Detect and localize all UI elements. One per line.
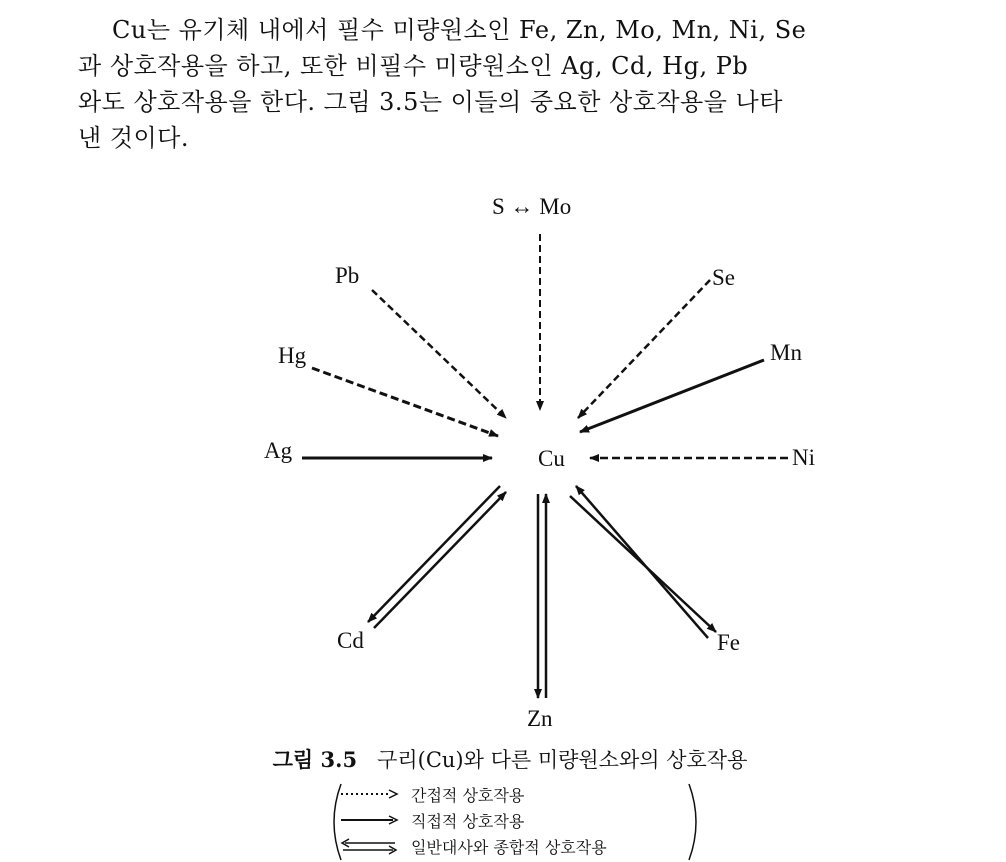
- node-ni: Ni: [792, 445, 815, 470]
- legend-right-bracket: [687, 782, 705, 862]
- node-zn: Zn: [527, 706, 553, 731]
- solid-arrow-icon: [339, 810, 399, 830]
- legend-label-indirect: 간접적 상호작용: [411, 785, 525, 805]
- paragraph-line: Cu는 유기체 내에서 필수 미량원소인 Fe, Zn, Mo, Mn, Ni, Se: [112, 16, 807, 44]
- legend-label-direct: 직접적 상호작용: [411, 811, 525, 831]
- figure-number: 그림 3.5: [272, 747, 358, 772]
- node-cu: Cu: [538, 446, 565, 471]
- legend: [325, 782, 705, 862]
- arrow-se-cu: [578, 280, 710, 418]
- double-arrow-icon: [339, 836, 399, 856]
- arrow-mn-cu: [580, 360, 764, 432]
- arrow-hg-cu: [312, 368, 498, 436]
- legend-item-metabolic: [339, 834, 607, 858]
- legend-label-metabolic: 일반대사와 종합적 상호작용: [411, 837, 607, 857]
- paragraph-line: 와도 상호작용을 한다. 그림 3.5는 이들의 중요한 상호작용을 나타: [78, 88, 783, 116]
- figure-caption: [200, 744, 820, 774]
- node-cd: Cd: [337, 628, 364, 653]
- legend-item-direct: [339, 808, 524, 832]
- paragraph-line: 낸 것이다.: [78, 124, 189, 152]
- node-fe: Fe: [717, 630, 740, 655]
- node-hg: Hg: [278, 343, 307, 368]
- legend-item-indirect: [339, 782, 524, 806]
- node-s-mo: S ↔ Mo: [492, 194, 572, 219]
- arrow-cd-cu: [374, 492, 506, 628]
- paragraph-line: 과 상호작용을 하고, 또한 비필수 미량원소인 Ag, Cd, Hg, Pb: [78, 52, 749, 80]
- node-mn: Mn: [770, 340, 802, 365]
- figure-title: 구리(Cu)와 다른 미량원소와의 상호작용: [377, 748, 748, 772]
- dotted-arrow-icon: [339, 784, 399, 804]
- node-se: Se: [712, 265, 735, 290]
- arrow-fe-cu: [576, 486, 708, 638]
- arrow-cu-cd: [368, 486, 500, 622]
- node-pb: Pb: [335, 263, 360, 288]
- node-ag: Ag: [264, 438, 293, 463]
